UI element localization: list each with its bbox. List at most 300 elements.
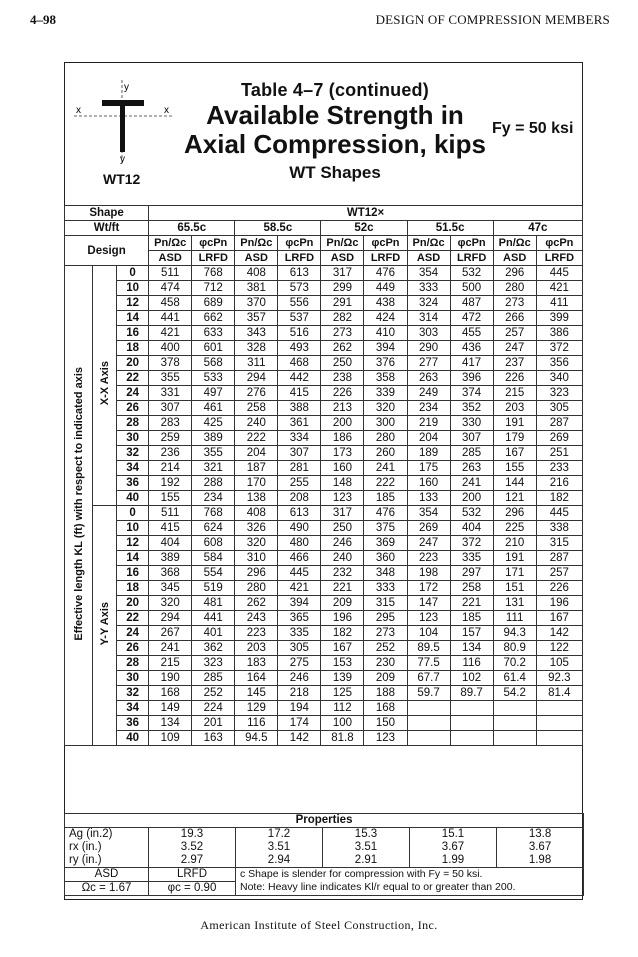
kl-value: 26 xyxy=(117,401,149,416)
table-cell: 369 xyxy=(364,536,407,551)
table-cell: 441 xyxy=(192,611,235,626)
table-cell: 148 xyxy=(321,476,364,491)
table-cell xyxy=(536,716,582,731)
table-cell: 262 xyxy=(235,596,278,611)
col-head-3: φcPn xyxy=(278,236,321,251)
table-row xyxy=(65,401,583,416)
table-cell: 173 xyxy=(321,446,364,461)
table-cell: 333 xyxy=(364,581,407,596)
table-cell: 381 xyxy=(235,281,278,296)
table-cell: 404 xyxy=(149,536,192,551)
table-cell: 104 xyxy=(407,626,450,641)
table-cell: 421 xyxy=(149,326,192,341)
table-cell: 276 xyxy=(235,386,278,401)
table-cell: 352 xyxy=(450,401,493,416)
table-cell: 277 xyxy=(407,356,450,371)
table-cell: 438 xyxy=(364,296,407,311)
table-cell: 236 xyxy=(149,446,192,461)
table-cell: 182 xyxy=(321,626,364,641)
table-cell: 315 xyxy=(536,536,582,551)
table-cell: 61.4 xyxy=(493,671,536,686)
axis-y-bottom: y xyxy=(120,154,125,165)
table-cell: 187 xyxy=(235,461,278,476)
xx-axis-label: X-X Axis xyxy=(93,266,117,506)
section-header: DESIGN OF COMPRESSION MEMBERS xyxy=(375,12,610,27)
table-cell: 466 xyxy=(278,551,321,566)
table-cell: 389 xyxy=(192,431,235,446)
table-cell: 257 xyxy=(536,566,582,581)
table-row xyxy=(65,731,583,746)
table-row xyxy=(65,461,583,476)
table-cell: 123 xyxy=(364,731,407,746)
table-row xyxy=(65,656,583,671)
table-cell: 144 xyxy=(493,476,536,491)
kl-value: 14 xyxy=(117,551,149,566)
kl-value: 24 xyxy=(117,626,149,641)
kl-value: 28 xyxy=(117,656,149,671)
table-cell: 252 xyxy=(364,641,407,656)
kl-value: 16 xyxy=(117,566,149,581)
kl-value: 30 xyxy=(117,671,149,686)
table-cell: 247 xyxy=(407,536,450,551)
table-cell: 102 xyxy=(450,671,493,686)
table-cell: 121 xyxy=(493,491,536,506)
title-block xyxy=(180,80,490,183)
col-head-6: Pn/Ωc xyxy=(407,236,450,251)
table-cell: 258 xyxy=(235,401,278,416)
table-cell: 424 xyxy=(364,311,407,326)
table-cell: 317 xyxy=(321,506,364,521)
table-cell: 442 xyxy=(278,371,321,386)
table-cell: 326 xyxy=(235,521,278,536)
table-cell: 449 xyxy=(364,281,407,296)
table-cell: 258 xyxy=(450,581,493,596)
table-cell: 345 xyxy=(149,581,192,596)
table-cell: 179 xyxy=(493,431,536,446)
table-cell: 257 xyxy=(493,326,536,341)
table-cell: 196 xyxy=(536,596,582,611)
table-row xyxy=(65,611,583,626)
kl-value: 36 xyxy=(117,716,149,731)
table-cell: 415 xyxy=(149,521,192,536)
table-row xyxy=(65,521,583,536)
table-cell xyxy=(493,716,536,731)
table-cell xyxy=(493,701,536,716)
table-cell: 283 xyxy=(149,416,192,431)
table-cell: 263 xyxy=(450,461,493,476)
table-cell: 172 xyxy=(407,581,450,596)
table-cell: 532 xyxy=(450,506,493,521)
table-cell: 204 xyxy=(407,431,450,446)
kl-value: 18 xyxy=(117,341,149,356)
table-cell: 230 xyxy=(364,656,407,671)
kl-value: 14 xyxy=(117,311,149,326)
table-cell: 240 xyxy=(235,416,278,431)
table-cell: 360 xyxy=(364,551,407,566)
table-cell: 164 xyxy=(235,671,278,686)
table-cell: 200 xyxy=(321,416,364,431)
table-cell: 223 xyxy=(235,626,278,641)
table-cell: 281 xyxy=(278,461,321,476)
table-cell: 94.5 xyxy=(235,731,278,746)
table-cell: 167 xyxy=(493,446,536,461)
table-cell: 234 xyxy=(192,491,235,506)
table-cell xyxy=(450,731,493,746)
table-cell: 157 xyxy=(450,626,493,641)
table-cell: 365 xyxy=(278,611,321,626)
table-cell: 633 xyxy=(192,326,235,341)
table-cell: 476 xyxy=(364,506,407,521)
table-cell: 219 xyxy=(407,416,450,431)
note-heavy-line: Note: Heavy line indicates Kl/r equal to or greater than 200. xyxy=(240,881,516,893)
kl-value: 40 xyxy=(117,491,149,506)
table-cell: 167 xyxy=(321,641,364,656)
table-cell: 315 xyxy=(364,596,407,611)
table-cell: 288 xyxy=(192,476,235,491)
table-cell: 186 xyxy=(321,431,364,446)
table-cell: 411 xyxy=(536,296,582,311)
table-cell xyxy=(450,716,493,731)
table-cell: 334 xyxy=(278,431,321,446)
shape-value: WT12× xyxy=(149,206,583,221)
table-cell: 168 xyxy=(364,701,407,716)
method-3: LRFD xyxy=(278,251,321,266)
strength-table xyxy=(64,205,583,746)
yy-axis-label: Y-Y Axis xyxy=(93,506,117,746)
table-cell: 294 xyxy=(149,611,192,626)
table-cell: 554 xyxy=(192,566,235,581)
table-row xyxy=(65,371,583,386)
property-values-3: 15.1 3.67 1.99 xyxy=(410,828,497,868)
table-cell: 511 xyxy=(149,506,192,521)
table-cell: 662 xyxy=(192,311,235,326)
table-cell: 273 xyxy=(493,296,536,311)
table-cell xyxy=(536,731,582,746)
table-cell: 343 xyxy=(235,326,278,341)
table-cell: 497 xyxy=(192,386,235,401)
table-cell: 153 xyxy=(321,656,364,671)
table-cell: 240 xyxy=(321,551,364,566)
method-5: LRFD xyxy=(364,251,407,266)
table-row xyxy=(65,311,583,326)
table-cell: 138 xyxy=(235,491,278,506)
table-row xyxy=(65,596,583,611)
notes: c Shape is slender for compression with Fy = 50 ksi. Note: Heavy line indicates Kl/r equal to or greater than 200. xyxy=(236,868,584,896)
table-cell: 160 xyxy=(321,461,364,476)
table-cell: 155 xyxy=(493,461,536,476)
table-cell: 269 xyxy=(407,521,450,536)
weight-1: 58.5c xyxy=(235,221,321,236)
table-cell: 468 xyxy=(278,356,321,371)
table-cell: 234 xyxy=(407,401,450,416)
kl-axis-text: Effective length KL (ft) with respect to indicated axis xyxy=(72,366,85,641)
table-cell xyxy=(407,701,450,716)
table-cell: 129 xyxy=(235,701,278,716)
col-head-8: Pn/Ωc xyxy=(493,236,536,251)
table-cell: 323 xyxy=(192,656,235,671)
table-cell: 54.2 xyxy=(493,686,536,701)
table-cell: 123 xyxy=(407,611,450,626)
table-cell: 266 xyxy=(493,311,536,326)
table-cell: 77.5 xyxy=(407,656,450,671)
table-cell: 361 xyxy=(278,416,321,431)
properties-table xyxy=(64,813,584,896)
table-cell: 185 xyxy=(364,491,407,506)
table-cell: 280 xyxy=(364,431,407,446)
table-row xyxy=(65,491,583,506)
method-2: ASD xyxy=(235,251,278,266)
table-cell: 339 xyxy=(364,386,407,401)
table-cell: 396 xyxy=(450,371,493,386)
table-cell: 174 xyxy=(278,716,321,731)
table-cell: 122 xyxy=(536,641,582,656)
table-cell: 458 xyxy=(149,296,192,311)
table-cell: 441 xyxy=(149,311,192,326)
table-cell: 295 xyxy=(364,611,407,626)
table-cell: 537 xyxy=(278,311,321,326)
footer: American Institute of Steel Construction, Inc. xyxy=(200,918,438,932)
table-cell: 241 xyxy=(450,476,493,491)
weight-0: 65.5c xyxy=(149,221,235,236)
table-cell: 221 xyxy=(321,581,364,596)
table-cell: 290 xyxy=(407,341,450,356)
table-cell: 280 xyxy=(235,581,278,596)
table-cell: 300 xyxy=(364,416,407,431)
table-cell: 285 xyxy=(192,671,235,686)
shape-header: Shape xyxy=(65,206,149,221)
table-cell: 425 xyxy=(192,416,235,431)
subtitle: WT Shapes xyxy=(289,163,381,182)
kl-value: 18 xyxy=(117,581,149,596)
table-cell: 218 xyxy=(278,686,321,701)
kl-value: 22 xyxy=(117,371,149,386)
table-cell: 269 xyxy=(536,431,582,446)
table-cell: 287 xyxy=(536,551,582,566)
table-cell: 307 xyxy=(278,446,321,461)
table-cell: 613 xyxy=(278,506,321,521)
col-head-0: Pn/Ωc xyxy=(149,236,192,251)
table-cell: 375 xyxy=(364,521,407,536)
table-row xyxy=(65,416,583,431)
property-values-1: 17.2 3.51 2.94 xyxy=(236,828,323,868)
method-7: LRFD xyxy=(450,251,493,266)
table-cell: 372 xyxy=(450,536,493,551)
table-cell: 388 xyxy=(278,401,321,416)
table-row xyxy=(65,536,583,551)
table-cell: 215 xyxy=(149,656,192,671)
table-cell: 209 xyxy=(364,671,407,686)
table-cell: 338 xyxy=(536,521,582,536)
axis-x-left: x xyxy=(76,105,81,116)
table-cell: 89.7 xyxy=(450,686,493,701)
table-cell: 415 xyxy=(278,386,321,401)
table-cell: 89.5 xyxy=(407,641,450,656)
properties-title: Properties xyxy=(65,814,584,828)
table-row xyxy=(65,551,583,566)
kl-value: 32 xyxy=(117,446,149,461)
table-cell xyxy=(450,701,493,716)
kl-value: 12 xyxy=(117,536,149,551)
kl-axis-label xyxy=(65,266,93,746)
kl-value: 28 xyxy=(117,416,149,431)
table-cell: 175 xyxy=(407,461,450,476)
col-head-5: φcPn xyxy=(364,236,407,251)
table-row xyxy=(65,341,583,356)
table-cell: 116 xyxy=(235,716,278,731)
method-0: ASD xyxy=(149,251,192,266)
table-cell: 100 xyxy=(321,716,364,731)
table-cell: 324 xyxy=(407,296,450,311)
table-cell: 481 xyxy=(192,596,235,611)
table-cell: 123 xyxy=(321,491,364,506)
table-row xyxy=(65,506,583,521)
table-cell: 196 xyxy=(321,611,364,626)
table-cell: 584 xyxy=(192,551,235,566)
table-cell: 247 xyxy=(493,341,536,356)
table-cell: 556 xyxy=(278,296,321,311)
kl-value: 34 xyxy=(117,701,149,716)
kl-value: 20 xyxy=(117,356,149,371)
table-cell: 348 xyxy=(364,566,407,581)
kl-value: 22 xyxy=(117,611,149,626)
axis-x-right: x xyxy=(164,105,169,116)
table-cell: 401 xyxy=(192,626,235,641)
table-cell: 370 xyxy=(235,296,278,311)
title-line-2: Axial Compression, kips xyxy=(184,129,486,159)
table-cell: 608 xyxy=(192,536,235,551)
table-cell: 320 xyxy=(149,596,192,611)
table-cell: 389 xyxy=(149,551,192,566)
table-cell: 250 xyxy=(321,356,364,371)
table-cell: 214 xyxy=(149,461,192,476)
table-number: Table 4–7 (continued) xyxy=(241,80,429,100)
table-cell: 331 xyxy=(149,386,192,401)
table-cell: 67.7 xyxy=(407,671,450,686)
weight-3: 51.5c xyxy=(407,221,493,236)
method-1: LRFD xyxy=(192,251,235,266)
table-cell: 163 xyxy=(192,731,235,746)
table-cell: 215 xyxy=(493,386,536,401)
table-cell: 251 xyxy=(536,446,582,461)
kl-value: 24 xyxy=(117,386,149,401)
table-cell: 358 xyxy=(364,371,407,386)
table-cell: 287 xyxy=(536,416,582,431)
table-cell: 311 xyxy=(235,356,278,371)
table-cell: 307 xyxy=(450,431,493,446)
table-cell: 241 xyxy=(149,641,192,656)
table-cell: 408 xyxy=(235,266,278,281)
table-cell: 421 xyxy=(278,581,321,596)
table-cell: 299 xyxy=(321,281,364,296)
table-cell: 142 xyxy=(278,731,321,746)
table-cell: 516 xyxy=(278,326,321,341)
table-cell: 170 xyxy=(235,476,278,491)
table-cell: 189 xyxy=(407,446,450,461)
col-head-7: φcPn xyxy=(450,236,493,251)
table-cell: 208 xyxy=(278,491,321,506)
kl-value: 36 xyxy=(117,476,149,491)
kl-value: 30 xyxy=(117,431,149,446)
axis-y-top: y xyxy=(124,82,129,93)
table-cell: 92.3 xyxy=(536,671,582,686)
table-cell: 519 xyxy=(192,581,235,596)
table-cell: 94.3 xyxy=(493,626,536,641)
fy-label: Fy = 50 ksi xyxy=(492,120,574,137)
method-4: ASD xyxy=(321,251,364,266)
table-cell: 112 xyxy=(321,701,364,716)
table-cell: 768 xyxy=(192,506,235,521)
table-cell: 400 xyxy=(149,341,192,356)
table-cell: 317 xyxy=(321,266,364,281)
table-cell: 151 xyxy=(493,581,536,596)
method-8: ASD xyxy=(493,251,536,266)
table-cell: 134 xyxy=(149,716,192,731)
table-cell: 267 xyxy=(149,626,192,641)
table-cell xyxy=(536,701,582,716)
table-cell: 408 xyxy=(235,506,278,521)
table-cell: 689 xyxy=(192,296,235,311)
table-cell: 226 xyxy=(536,581,582,596)
table-cell: 238 xyxy=(321,371,364,386)
table-cell: 455 xyxy=(450,326,493,341)
table-row xyxy=(65,326,583,341)
table-row xyxy=(65,281,583,296)
table-cell: 246 xyxy=(321,536,364,551)
table-cell: 259 xyxy=(149,431,192,446)
table-cell: 222 xyxy=(364,476,407,491)
method-9: LRFD xyxy=(536,251,582,266)
weight-4: 47c xyxy=(493,221,582,236)
kl-value: 40 xyxy=(117,731,149,746)
table-cell: 139 xyxy=(321,671,364,686)
col-head-9: φcPn xyxy=(536,236,582,251)
method-6: ASD xyxy=(407,251,450,266)
table-cell: 613 xyxy=(278,266,321,281)
table-cell: 362 xyxy=(192,641,235,656)
kl-value: 32 xyxy=(117,686,149,701)
table-cell: 142 xyxy=(536,626,582,641)
table-cell: 225 xyxy=(493,521,536,536)
table-cell: 160 xyxy=(407,476,450,491)
table-cell: 378 xyxy=(149,356,192,371)
table-cell: 116 xyxy=(450,656,493,671)
table-cell: 445 xyxy=(278,566,321,581)
table-row xyxy=(65,626,583,641)
table-cell: 221 xyxy=(450,596,493,611)
table-cell: 340 xyxy=(536,371,582,386)
kl-value: 0 xyxy=(117,266,149,281)
table-cell: 252 xyxy=(192,686,235,701)
table-cell: 768 xyxy=(192,266,235,281)
table-cell: 255 xyxy=(278,476,321,491)
table-cell: 335 xyxy=(278,626,321,641)
table-cell: 357 xyxy=(235,311,278,326)
table-cell: 356 xyxy=(536,356,582,371)
kl-value: 10 xyxy=(117,521,149,536)
table-cell: 399 xyxy=(536,311,582,326)
table-cell: 203 xyxy=(493,401,536,416)
table-cell: 192 xyxy=(149,476,192,491)
table-cell: 226 xyxy=(493,371,536,386)
table-cell: 70.2 xyxy=(493,656,536,671)
table-cell: 296 xyxy=(493,506,536,521)
kl-value: 34 xyxy=(117,461,149,476)
table-cell: 182 xyxy=(536,491,582,506)
table-cell: 532 xyxy=(450,266,493,281)
table-cell: 209 xyxy=(321,596,364,611)
table-cell: 307 xyxy=(149,401,192,416)
table-cell: 168 xyxy=(149,686,192,701)
